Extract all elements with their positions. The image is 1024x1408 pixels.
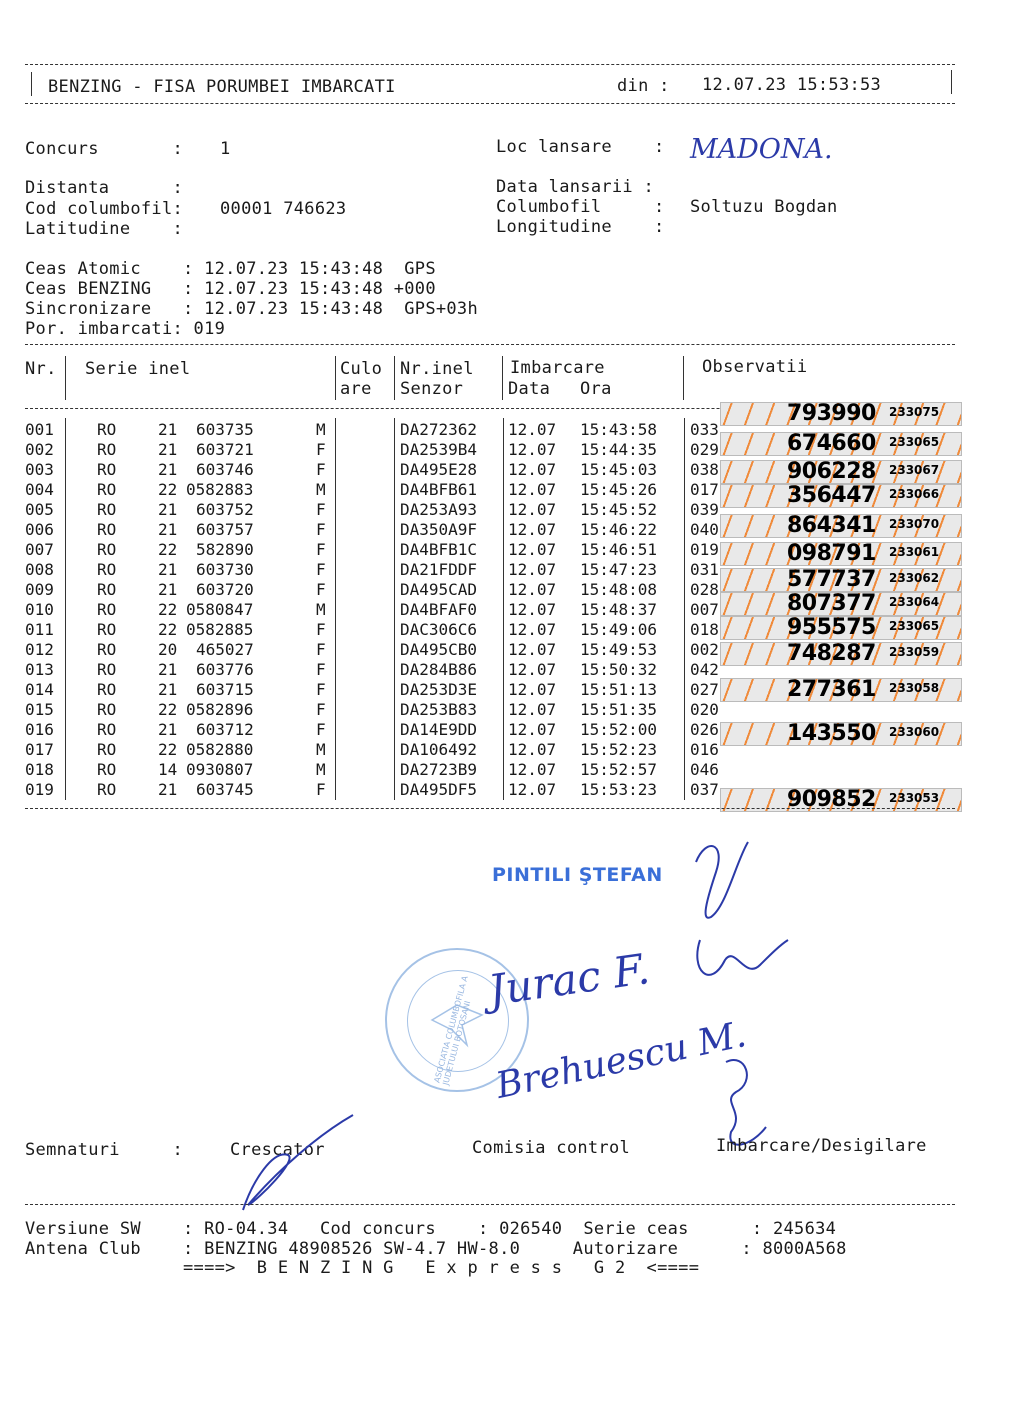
- cell-nr: 015: [25, 700, 54, 719]
- cell-tara: RO: [97, 480, 117, 499]
- cell-sex: M: [316, 740, 326, 759]
- round-stamp-text: ASOCIATIA COLUMBOFILA A JUDETULUI BOTOSANI: [432, 974, 473, 1087]
- ring-sticker: [720, 542, 962, 566]
- cell-inel: 603752: [196, 500, 254, 519]
- sticker-serial: 233067: [889, 463, 940, 477]
- cell-tara: RO: [97, 760, 117, 779]
- cell-obs: 037: [690, 780, 719, 799]
- cell-ora: 15:49:53: [580, 640, 658, 659]
- col-data: Data: [508, 379, 551, 399]
- cell-obs: 033: [690, 420, 719, 439]
- col-divider: [65, 356, 66, 400]
- sticker-serial: 233062: [889, 571, 940, 585]
- cell-sex: F: [316, 520, 326, 539]
- cell-inel: 603735: [196, 420, 254, 439]
- cell-tara: RO: [97, 680, 117, 699]
- cell-senzor: DA106492: [400, 740, 478, 759]
- cell-an: 22: [158, 480, 178, 499]
- cell-senzor: DA21FDDF: [400, 560, 478, 579]
- cell-nr: 016: [25, 720, 54, 739]
- por-imbarcati: Por. imbarcati: 019: [25, 319, 226, 339]
- cell-tara: RO: [97, 580, 117, 599]
- cell-sex: F: [316, 660, 326, 679]
- cell-tara: RO: [97, 720, 117, 739]
- cell-ora: 15:52:00: [580, 720, 658, 739]
- cell-inel: 0930807: [186, 760, 254, 779]
- cell-senzor: DA495E28: [400, 460, 478, 479]
- cell-sex: F: [316, 640, 326, 659]
- cell-obs: 039: [690, 500, 719, 519]
- cell-obs: 017: [690, 480, 719, 499]
- cell-data: 12.07: [508, 700, 557, 719]
- cell-tara: RO: [97, 500, 117, 519]
- table-row: [0, 500, 719, 520]
- cell-obs: 027: [690, 680, 719, 699]
- signature-mark: [680, 930, 790, 1000]
- sincronizare: Sincronizare : 12.07.23 15:43:48 GPS+03h: [25, 299, 478, 319]
- table-row: [0, 600, 719, 620]
- cell-ora: 15:47:23: [580, 560, 658, 579]
- cell-an: 22: [158, 620, 178, 639]
- cell-nr: 014: [25, 680, 54, 699]
- cell-obs: 042: [690, 660, 719, 679]
- cell-sex: F: [316, 580, 326, 599]
- concurs-label: Concurs :: [25, 139, 184, 159]
- cell-an: 22: [158, 600, 178, 619]
- col-nrinel: Nr.inel: [400, 359, 474, 379]
- cell-senzor: DA495CB0: [400, 640, 478, 659]
- table-row: [0, 720, 719, 740]
- col-divider: [394, 356, 395, 400]
- cell-data: 12.07: [508, 640, 557, 659]
- cell-ora: 15:43:58: [580, 420, 658, 439]
- cell-data: 12.07: [508, 780, 557, 799]
- cell-tara: RO: [97, 620, 117, 639]
- cell-an: 22: [158, 740, 178, 759]
- cell-sex: F: [316, 500, 326, 519]
- cell-inel: 0582885: [186, 620, 254, 639]
- cell-ora: 15:48:37: [580, 600, 658, 619]
- table-row: [0, 780, 719, 800]
- cell-sex: F: [316, 700, 326, 719]
- cell-senzor: DAC306C6: [400, 620, 478, 639]
- cell-data: 12.07: [508, 600, 557, 619]
- cell-inel: 603745: [196, 780, 254, 799]
- page-title: BENZING - FISA PORUMBEI IMBARCATI: [48, 77, 396, 97]
- cell-ora: 15:52:57: [580, 760, 658, 779]
- cell-data: 12.07: [508, 720, 557, 739]
- ring-sticker: [720, 514, 962, 538]
- table-top-rule: [25, 344, 955, 345]
- cell-tara: RO: [97, 780, 117, 799]
- table-row: [0, 640, 719, 660]
- cell-nr: 013: [25, 660, 54, 679]
- cell-senzor: DA4BFAF0: [400, 600, 478, 619]
- col-divider: [683, 356, 684, 400]
- cell-an: 21: [158, 660, 178, 679]
- cell-obs: 016: [690, 740, 719, 759]
- cell-nr: 011: [25, 620, 54, 639]
- ring-sticker: [720, 592, 962, 616]
- ring-sticker: [720, 568, 962, 592]
- table-bottom-rule: [25, 808, 955, 809]
- sticker-serial: 233058: [889, 681, 940, 695]
- footer-top-rule: [25, 1204, 955, 1205]
- loc-lansare-label: Loc lansare :: [496, 137, 665, 157]
- cell-obs: 020: [690, 700, 719, 719]
- cell-an: 22: [158, 540, 178, 559]
- cell-sex: F: [316, 440, 326, 459]
- cell-ora: 15:45:52: [580, 500, 658, 519]
- cell-inel: 603712: [196, 720, 254, 739]
- cell-nr: 017: [25, 740, 54, 759]
- cell-obs: 046: [690, 760, 719, 779]
- cell-senzor: DA4BFB61: [400, 480, 478, 499]
- cell-inel: 603746: [196, 460, 254, 479]
- cell-nr: 012: [25, 640, 54, 659]
- cell-senzor: DA350A9F: [400, 520, 478, 539]
- cell-obs: 019: [690, 540, 719, 559]
- cell-ora: 15:53:23: [580, 780, 658, 799]
- cell-sex: F: [316, 620, 326, 639]
- cell-obs: 038: [690, 460, 719, 479]
- cell-tara: RO: [97, 540, 117, 559]
- cell-tara: RO: [97, 440, 117, 459]
- sticker-number: 906228: [787, 459, 876, 484]
- sticker-number: 748287: [787, 641, 876, 666]
- cell-data: 12.07: [508, 440, 557, 459]
- sticker-number: 807377: [787, 591, 876, 616]
- cell-ora: 15:44:35: [580, 440, 658, 459]
- semnaturi-label: Semnaturi :: [25, 1140, 184, 1160]
- sticker-number: 098791: [787, 541, 876, 566]
- col-imbarcare: Imbarcare: [510, 358, 605, 378]
- name-stamp: PINTILI ŞTEFAN: [492, 864, 663, 886]
- cell-ora: 15:46:22: [580, 520, 658, 539]
- cell-an: 21: [158, 520, 178, 539]
- table-row: [0, 620, 719, 640]
- concurs-value: 1: [220, 139, 231, 159]
- cell-obs: 031: [690, 560, 719, 579]
- sticker-number: 356447: [787, 483, 876, 508]
- cell-ora: 15:50:32: [580, 660, 658, 679]
- columbofil-label: Columbofil :: [496, 197, 665, 217]
- cell-data: 12.07: [508, 740, 557, 759]
- col-ora: Ora: [580, 379, 612, 399]
- col-divider: [502, 356, 503, 400]
- cell-nr: 010: [25, 600, 54, 619]
- cell-nr: 002: [25, 440, 54, 459]
- cell-data: 12.07: [508, 500, 557, 519]
- cell-tara: RO: [97, 600, 117, 619]
- cell-an: 21: [158, 420, 178, 439]
- cell-inel: 0580847: [186, 600, 254, 619]
- cell-obs: 028: [690, 580, 719, 599]
- signature-jurac: Jurac F.: [485, 943, 653, 1016]
- sticker-serial: 233064: [889, 595, 940, 609]
- cell-an: 21: [158, 440, 178, 459]
- cell-nr: 001: [25, 420, 54, 439]
- cell-tara: RO: [97, 520, 117, 539]
- cell-obs: 007: [690, 600, 719, 619]
- top-rule: [25, 64, 955, 65]
- header-bottom-rule: [25, 103, 955, 104]
- cell-tara: RO: [97, 700, 117, 719]
- col-are: are: [340, 379, 372, 399]
- cell-senzor: DA4BFB1C: [400, 540, 478, 559]
- cell-data: 12.07: [508, 480, 557, 499]
- cell-ora: 15:45:03: [580, 460, 658, 479]
- cell-nr: 008: [25, 560, 54, 579]
- cell-nr: 018: [25, 760, 54, 779]
- cell-senzor: DA2539B4: [400, 440, 478, 459]
- cell-an: 14: [158, 760, 178, 779]
- cell-tara: RO: [97, 420, 117, 439]
- ring-sticker: [720, 460, 962, 484]
- cell-inel: 0582883: [186, 480, 254, 499]
- ring-sticker: [720, 616, 962, 640]
- table-row: [0, 440, 719, 460]
- cell-sex: F: [316, 680, 326, 699]
- cell-ora: 15:51:35: [580, 700, 658, 719]
- cell-ora: 15:51:13: [580, 680, 658, 699]
- cell-tara: RO: [97, 660, 117, 679]
- cell-inel: 603721: [196, 440, 254, 459]
- table-row: [0, 740, 719, 760]
- table-row: [0, 540, 719, 560]
- cell-data: 12.07: [508, 540, 557, 559]
- cod-value: 00001 746623: [220, 199, 347, 219]
- sticker-number: 793990: [787, 401, 876, 426]
- ring-sticker: [720, 722, 962, 746]
- cell-nr: 003: [25, 460, 54, 479]
- cell-data: 12.07: [508, 580, 557, 599]
- sticker-number: 909852: [787, 787, 876, 812]
- sticker-serial: 233065: [889, 435, 940, 449]
- cell-nr: 006: [25, 520, 54, 539]
- cell-ora: 15:52:23: [580, 740, 658, 759]
- cell-data: 12.07: [508, 560, 557, 579]
- sticker-number: 674660: [787, 431, 876, 456]
- cell-senzor: DA253B83: [400, 700, 478, 719]
- sticker-serial: 233060: [889, 725, 940, 739]
- col-senzor: Senzor: [400, 379, 464, 399]
- cell-inel: 465027: [196, 640, 254, 659]
- cell-inel: 0582896: [186, 700, 254, 719]
- sticker-serial: 233061: [889, 545, 940, 559]
- cell-sex: M: [316, 480, 326, 499]
- cell-sex: M: [316, 420, 326, 439]
- footer-line-2: Antena Club : BENZING 48908526 SW-4.7 HW-8.0 Autorizare : 8000A568: [25, 1239, 847, 1259]
- cell-inel: 0582880: [186, 740, 254, 759]
- cell-obs: 029: [690, 440, 719, 459]
- header-right-border: [951, 70, 952, 94]
- table-row: [0, 480, 719, 500]
- cell-an: 22: [158, 700, 178, 719]
- ring-sticker: [720, 678, 962, 702]
- cell-an: 21: [158, 500, 178, 519]
- cell-obs: 040: [690, 520, 719, 539]
- table-row: [0, 660, 719, 680]
- cell-senzor: DA284B86: [400, 660, 478, 679]
- table-row: [0, 760, 719, 780]
- cell-data: 12.07: [508, 680, 557, 699]
- cell-inel: 582890: [196, 540, 254, 559]
- cell-tara: RO: [97, 740, 117, 759]
- ceas-atomic: Ceas Atomic : 12.07.23 15:43:48 GPS: [25, 259, 436, 279]
- cell-tara: RO: [97, 640, 117, 659]
- cell-data: 12.07: [508, 420, 557, 439]
- cell-tara: RO: [97, 560, 117, 579]
- signature-mark: [686, 832, 756, 932]
- cell-data: 12.07: [508, 520, 557, 539]
- cell-sex: M: [316, 760, 326, 779]
- col-divider: [335, 356, 336, 400]
- cell-an: 21: [158, 460, 178, 479]
- cell-sex: F: [316, 780, 326, 799]
- cell-an: 21: [158, 580, 178, 599]
- cell-obs: 002: [690, 640, 719, 659]
- table-row: [0, 700, 719, 720]
- imbarcare-label: Imbarcare/Desigilare: [716, 1136, 927, 1156]
- sticker-serial: 233059: [889, 645, 940, 659]
- distanta-label: Distanta :: [25, 178, 184, 198]
- cell-data: 12.07: [508, 460, 557, 479]
- cell-sex: F: [316, 720, 326, 739]
- cell-sex: F: [316, 540, 326, 559]
- table-row: [0, 460, 719, 480]
- cell-an: 21: [158, 560, 178, 579]
- table-row: [0, 680, 719, 700]
- sticker-number: 864341: [787, 513, 876, 538]
- comisia-label: Comisia control: [472, 1138, 631, 1158]
- cell-inel: 603757: [196, 520, 254, 539]
- table-row: [0, 520, 719, 540]
- cell-data: 12.07: [508, 620, 557, 639]
- cell-data: 12.07: [508, 760, 557, 779]
- sticker-serial: 233070: [889, 517, 940, 531]
- ring-sticker: [720, 484, 962, 508]
- cell-sex: M: [316, 600, 326, 619]
- sticker-number: 143550: [787, 721, 876, 746]
- latitudine-label: Latitudine :: [25, 219, 184, 239]
- header-left-border: [31, 72, 32, 96]
- cell-ora: 15:45:26: [580, 480, 658, 499]
- cell-an: 21: [158, 720, 178, 739]
- col-observatii: Observatii: [702, 357, 808, 377]
- cell-sex: F: [316, 560, 326, 579]
- cell-nr: 019: [25, 780, 54, 799]
- cell-data: 12.07: [508, 660, 557, 679]
- cell-obs: 026: [690, 720, 719, 739]
- cell-an: 21: [158, 780, 178, 799]
- cell-senzor: DA253A93: [400, 500, 478, 519]
- col-nr: Nr.: [25, 359, 57, 379]
- cell-an: 20: [158, 640, 178, 659]
- cell-senzor: DA2723B9: [400, 760, 478, 779]
- cell-senzor: DA272362: [400, 420, 478, 439]
- ring-sticker: [720, 642, 962, 666]
- cell-ora: 15:48:08: [580, 580, 658, 599]
- cell-ora: 15:49:06: [580, 620, 658, 639]
- footer-line-1: Versiune SW : RO-04.34 Cod concurs : 026540 Serie ceas : 245634: [25, 1219, 837, 1239]
- cell-nr: 004: [25, 480, 54, 499]
- table-row: [0, 580, 719, 600]
- cell-inel: 603776: [196, 660, 254, 679]
- sticker-number: 277361: [787, 677, 876, 702]
- ring-sticker: [720, 432, 962, 456]
- data-lansarii-label: Data lansarii :: [496, 177, 655, 197]
- sticker-serial: 233066: [889, 487, 940, 501]
- cod-label: Cod columbofil:: [25, 199, 184, 219]
- cell-sex: F: [316, 460, 326, 479]
- cell-inel: 603730: [196, 560, 254, 579]
- cell-senzor: DA495DF5: [400, 780, 478, 799]
- loc-lansare-handwritten: MADONA.: [690, 134, 833, 165]
- cell-senzor: DA14E9DD: [400, 720, 478, 739]
- col-culo: Culo: [340, 359, 383, 379]
- table-row: [0, 560, 719, 580]
- cell-tara: RO: [97, 460, 117, 479]
- col-serie: Serie inel: [85, 359, 191, 379]
- cell-nr: 007: [25, 540, 54, 559]
- cell-inel: 603720: [196, 580, 254, 599]
- cell-inel: 603715: [196, 680, 254, 699]
- date-value: 12.07.23 15:53:53: [702, 75, 882, 95]
- sticker-serial: 233053: [889, 791, 940, 805]
- date-label: din :: [617, 76, 670, 96]
- sticker-number: 955575: [787, 615, 876, 640]
- cell-senzor: DA253D3E: [400, 680, 478, 699]
- crescator-label: Crescator: [230, 1140, 325, 1160]
- signature-brehuescu: Brehuescu M.: [492, 1014, 750, 1107]
- table-row: [0, 420, 719, 440]
- footer-line-3: ====> B E N Z I N G E x p r e s s G 2 <====: [25, 1258, 700, 1278]
- sticker-number: 577737: [787, 567, 876, 592]
- cell-ora: 15:46:51: [580, 540, 658, 559]
- sticker-serial: 233075: [889, 405, 940, 419]
- cell-nr: 005: [25, 500, 54, 519]
- columbofil-value: Soltuzu Bogdan: [690, 197, 838, 217]
- ring-sticker: [720, 402, 962, 426]
- ceas-benzing: Ceas BENZING : 12.07.23 15:43:48 +000: [25, 279, 436, 299]
- longitudine-label: Longitudine :: [496, 217, 665, 237]
- cell-nr: 009: [25, 580, 54, 599]
- cell-senzor: DA495CAD: [400, 580, 478, 599]
- cell-an: 21: [158, 680, 178, 699]
- sticker-serial: 233065: [889, 619, 940, 633]
- cell-obs: 018: [690, 620, 719, 639]
